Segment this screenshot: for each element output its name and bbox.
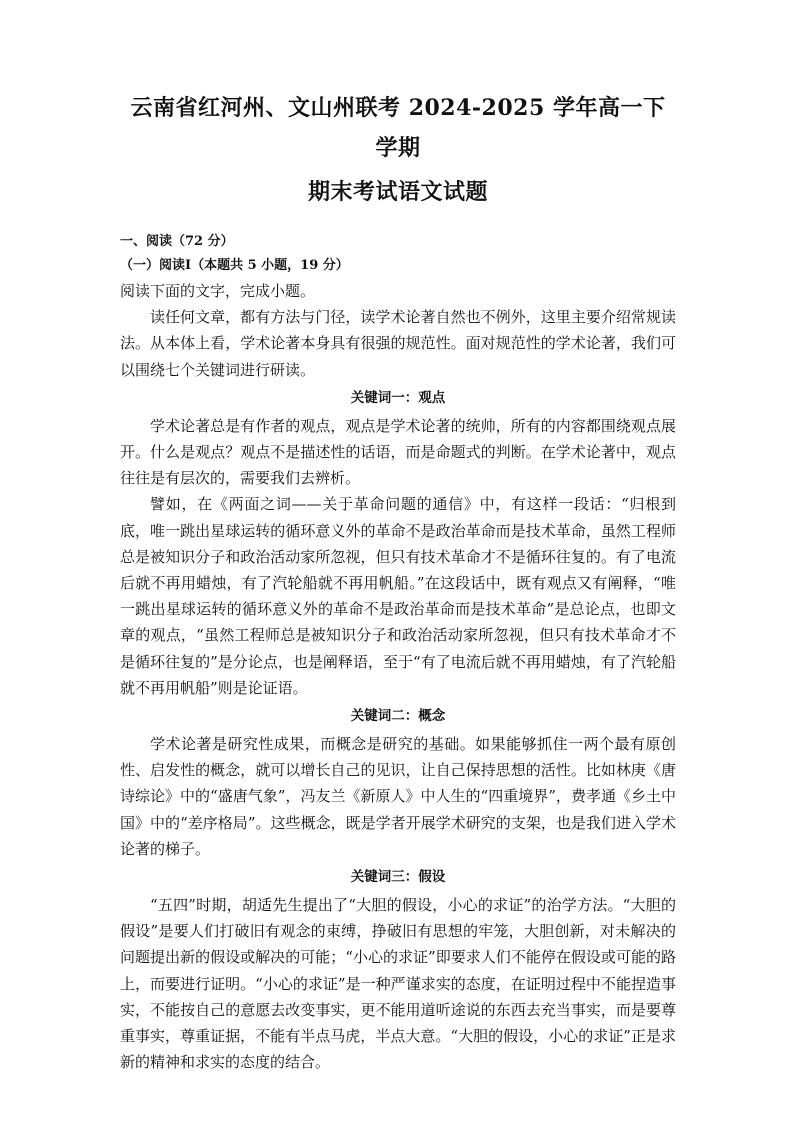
instruction-text: 阅读下面的文字，完成小题。 [120, 282, 316, 300]
keyword1-paragraph-2: 譬如，在《两面之词——关于革命问题的通信》中，有这样一段话：“归根到底，唯一跳出星球运转的循环意义外的革命不是政治革命而是技术革命，虽然工程师总是被知识分子和政治活动家所忽视，但只有技术革命才不是循环往复的。有了电流后就不再用蜡烛，有了汽轮船就不再用帆船。”在这段话中，既有观点又有阐释，“唯一跳出星球运转的循环意义外的革命不是政治革命而是技术革命”是总论点，也即文章的观点，“虽然工程师总是被知识分子和政治活动家所忽视，但只有技术革命才不是循环往复的”是分论点，也是阐释语，至于“有了电流后就不再用蜡烛，有了汽轮船就不再用帆船”则是论证语。 [120, 495, 676, 697]
keyword-heading-2: 关键词二：概念 [350, 708, 446, 725]
keyword3-paragraph-1: “五四”时期，胡适先生提出了“大胆的假设，小心的求证”的治学方法。“大胆的假设”是要人们打破旧有观念的束缚，挣破旧有思想的牢笼，大胆创新，对未解决的问题提出新的假设或解决的可能；“小心的求证”即要求人们不能停在假设或可能的路上，而要进行证明。“小心的求证”是一种严谨求实的态度，在证明过程中不能捏造事实，不能按自己的意愿去改变事实，更不能用道听途说的东西去充当事实，而是要尊重事实，尊重证据，不能有半点马虎，半点大意。“大胆的假设，小心的求证”正是求新的精神和求实的态度的结合。 [120, 896, 676, 1072]
keyword-heading-1: 关键词一：观点 [350, 389, 446, 406]
keyword1-paragraph-1: 学术论著总是有作者的观点，观点是学术论著的统帅，所有的内容都围绕观点展开。什么是观点？观点不是描述性的话语，而是命题式的判断。在学术论著中，观点往往是有层次的，需要我们去辨析。 [120, 416, 676, 488]
section-heading: 一、阅读（72 分） [120, 234, 234, 249]
keyword2-paragraph-1: 学术论著是研究性成果，而概念是研究的基础。如果能够抓住一两个最有原创性、启发性的概念，就可以增长自己的见识，让自己保持思想的活性。比如林庚《唐诗综论》中的“盛唐气象”，冯友兰《新原人》中人生的“四重境界”，费孝通《乡土中国》中的“差序格局”。这些概念，既是学者开展学术研究的支架，也是我们进入学术论著的梯子。 [120, 735, 676, 858]
document-title: 云南省红河州、文山州联考 2024-2025 学年高一下学期 [130, 95, 666, 161]
keyword-heading-3: 关键词三：假设 [350, 869, 446, 886]
document-subtitle: 期末考试语文试题 [307, 179, 488, 205]
subsection-heading: （一）阅读Ⅰ（本题共 5 小题，19 分） [120, 258, 349, 273]
intro-paragraph: 读任何文章，都有方法与门径，读学术论著自然也不例外，这里主要介绍常规读法。从本体上看，学术论著本身具有很强的规范性。面对规范性的学术论著，我们可以围绕七个关键词进行研读。 [120, 308, 676, 379]
